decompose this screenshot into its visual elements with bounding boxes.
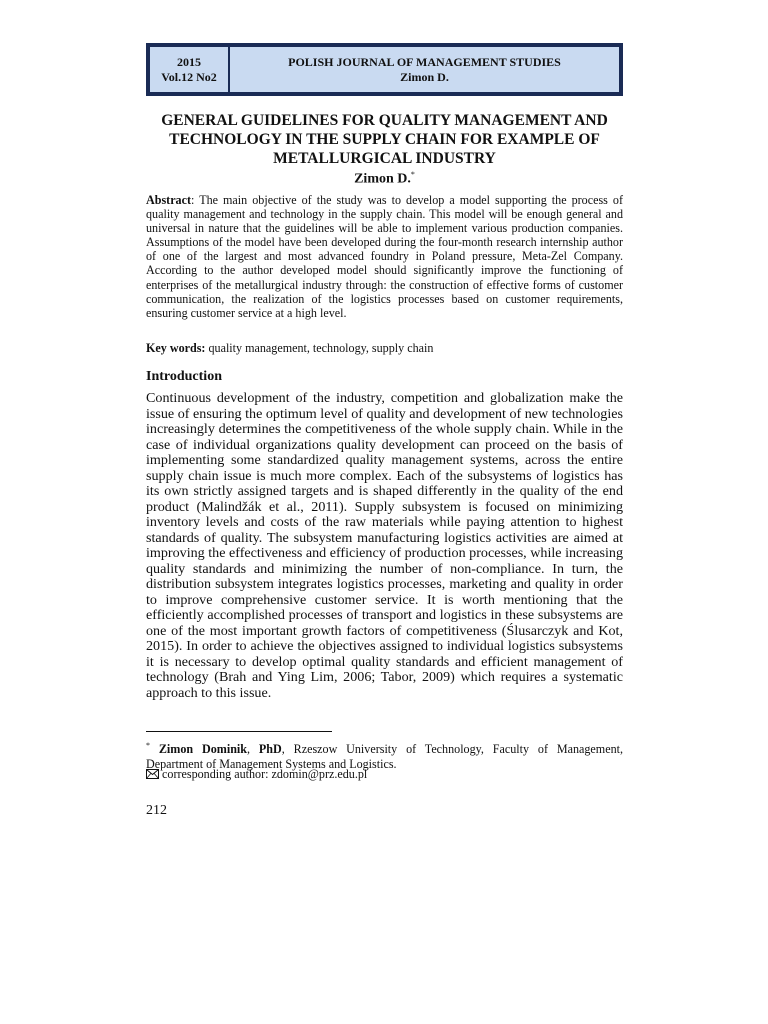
issue-box	[148, 45, 230, 94]
header-author: Zimon D.	[400, 69, 449, 84]
journal-header	[146, 43, 623, 96]
keywords-text: quality management, technology, supply chain	[205, 341, 434, 355]
abstract-label: Abstract	[146, 193, 192, 207]
author-name: Zimon D.	[354, 171, 411, 187]
corresponding-author	[146, 767, 367, 782]
journal-box	[230, 45, 621, 94]
abstract-text: : The main objective of the study was to develop a model supporting the process of quality management and technology in the supply chain. This model will be enough general and universal in nature that the guidelines will be able to implement various production companies. Assumptions of the model have been developed during the four-month research internship author of one of the largest and most advanced foundry in Poland pressure, Meta-Zel Company. According to the author developed model should significantly improve the functioning of enterprises of the metallurgical industry through: the construction of effective forms of customer communication, the realization of the logistics processes based on customer requirements, ensuring customer service at a high level.	[146, 193, 623, 320]
page-number: 212	[146, 803, 167, 818]
abstract	[146, 193, 623, 320]
issue-year: 2015	[177, 54, 201, 69]
introduction-heading: Introduction	[146, 369, 222, 384]
keywords-label: Key words:	[146, 341, 206, 355]
footnote-mark: *	[146, 741, 150, 750]
envelope-icon	[146, 767, 159, 781]
corresponding-email: corresponding author: zdomin@prz.edu.pl	[162, 767, 368, 781]
journal-name: POLISH JOURNAL OF MANAGEMENT STUDIES	[288, 54, 561, 69]
footnote-affiliation: , Rzeszow University of Technology, Faculty of Management, Department of Management Systems and Logistics.	[146, 742, 624, 772]
paper-author	[146, 170, 623, 188]
author-footnote-mark: *	[410, 170, 415, 179]
footnote-sep: ,	[247, 742, 259, 757]
keywords	[146, 341, 623, 356]
issue-volume: Vol.12 No2	[161, 69, 217, 84]
paper-title: GENERAL GUIDELINES FOR QUALITY MANAGEMENT AND TECHNOLOGY IN THE SUPPLY CHAIN FOR EXAMPLE OF METALLURGICAL INDUSTRY	[161, 112, 608, 167]
footnote-divider	[146, 731, 332, 732]
footnote-author-name: Zimon Dominik	[158, 742, 248, 757]
footnote-degree: PhD	[258, 742, 282, 757]
introduction-body: Continuous development of the industry, competition and globalization make the issue of ensuring the optimum level of quality and development of new technologies increasingly determines the competitiveness of the whole supply chain. While in the case of individual organizations quality development can proceed on the basis of implementing some standardized quality management systems, across the entire supply chain issue is much more complex. Each of the subsystems of logistics has its own strictly assigned targets and is shaped differently in the quality of the end product (Malindžák et al., 2011). Supply subsystem is focused on minimizing inventory levels and costs of the raw materials while paying attention to highest standards of quality. The subsystem manufacturing logistics activities are aimed at improving the effectiveness and efficiency of production processes, while increasing quality standards and minimizing the number of non-compliance. In turn, the distribution subsystem integrates logistics processes, marketing and quality in order to improve comprehensive customer service. It is worth mentioning that the efficiently accomplished processes of transport and logistics in these subsystems are one of the most important growth factors of competitiveness (Ślusarczyk and Kot, 2015). In order to achieve the objectives assigned to individual logistics subsystems it is necessary to develop optimal quality standards and efficient management of technology (Brah and Ying Lim, 2006; Tabor, 2009) which requires a systematic approach to this issue.	[146, 390, 623, 701]
